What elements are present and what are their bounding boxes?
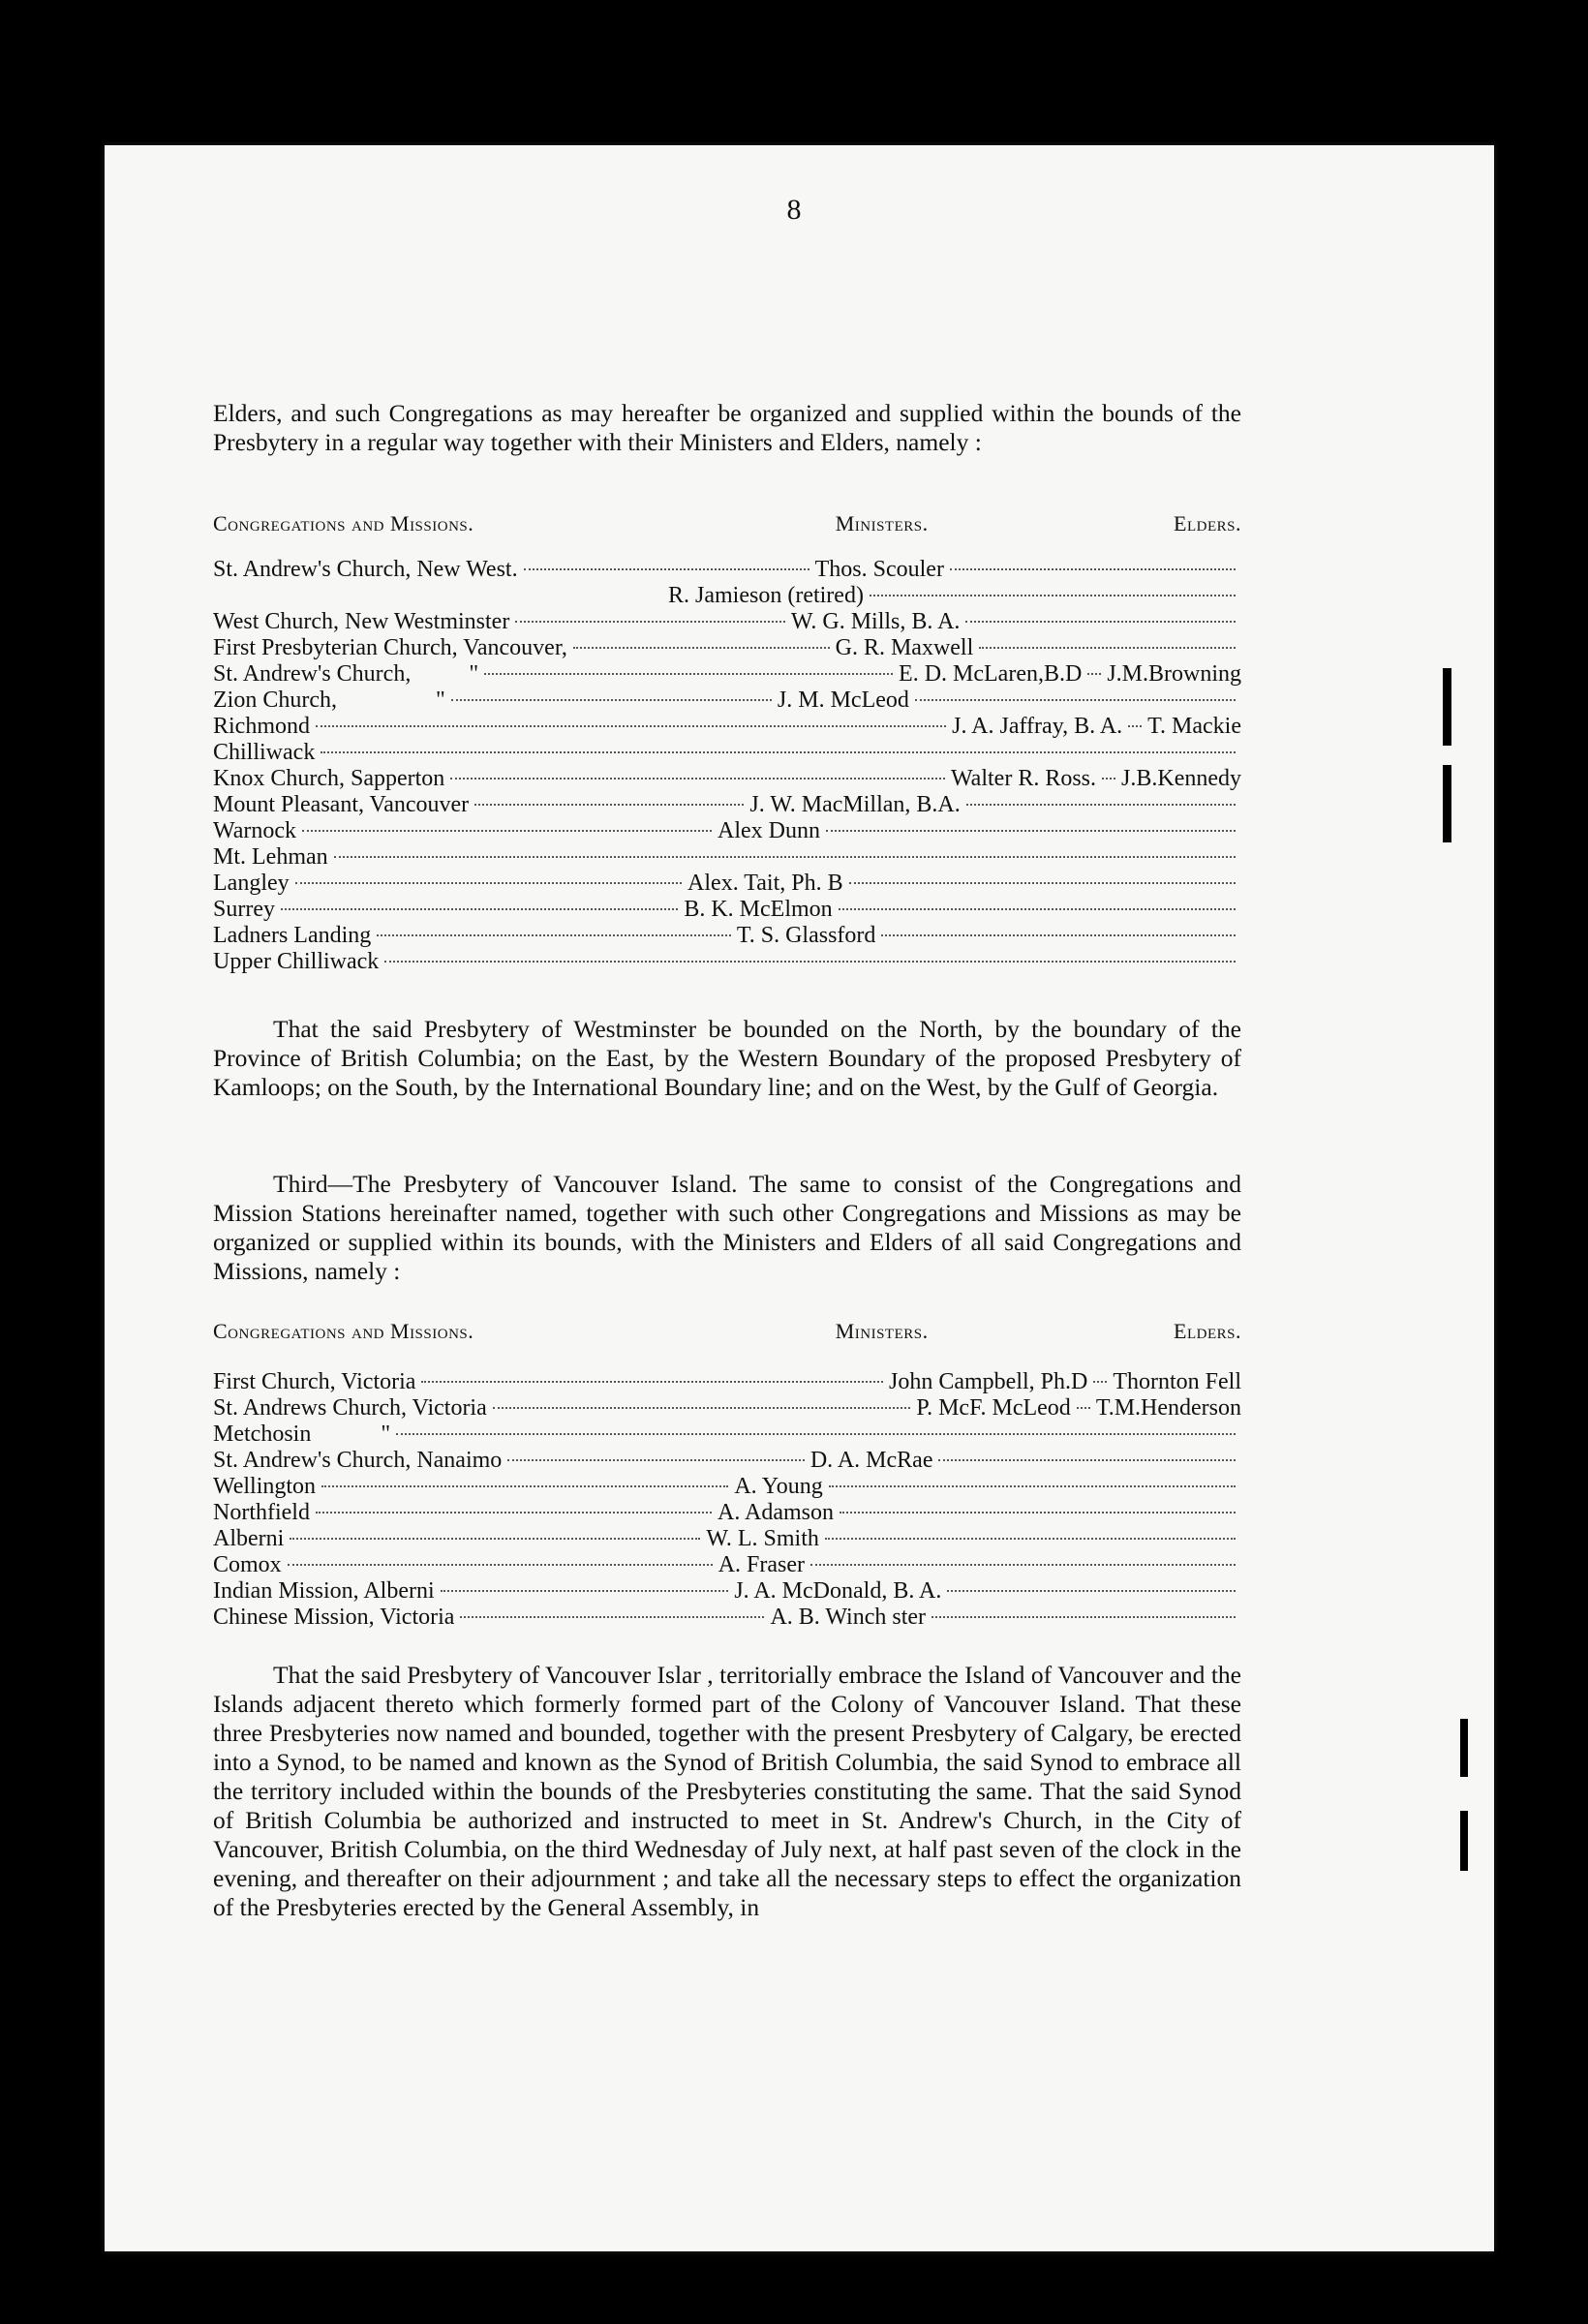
congregation-cell: Langley (213, 871, 290, 896)
congregation-cell: Richmond (213, 714, 310, 739)
elder-cell: Thornton Fell (1113, 1369, 1241, 1394)
leader-dots (881, 934, 1236, 936)
minister-cell: B. K. McElmon (684, 897, 833, 922)
minister-cell: J. M. McLeod (777, 688, 909, 713)
table-row (213, 1500, 1241, 1526)
elder-cell: T. Mackie (1147, 714, 1241, 739)
leader-dots (474, 804, 744, 806)
table-row (213, 923, 1241, 949)
leader-dots (396, 1433, 1236, 1435)
congregation-cell: St. Andrews Church, Victoria (213, 1395, 487, 1421)
congregation-cell: Chilliwack (213, 740, 316, 765)
leader-dots (938, 1459, 1236, 1461)
leader-dots (829, 1485, 1236, 1487)
minister-cell: A. Young (734, 1474, 823, 1499)
congregation-cell: First Church, Victoria (213, 1369, 416, 1394)
congregation-cell: Mt. Lehman (213, 844, 328, 870)
westminster-table (213, 557, 1241, 975)
leader-dots (950, 568, 1236, 570)
header-elders: Elders. (1174, 511, 1241, 535)
leader-dots (281, 908, 678, 910)
congregation-cell: Northfield (213, 1500, 310, 1525)
westminster-table-header (213, 511, 1241, 536)
scan-mark (1443, 668, 1451, 746)
elder-cell: J.B.Kennedy (1121, 766, 1241, 791)
table-row (213, 897, 1241, 923)
header-congregations: Congregations and Missions. (213, 511, 474, 535)
leader-dots (1128, 725, 1142, 727)
congregation-cell: Upper Chilliwack (213, 949, 380, 974)
congregation-cell: Wellington (213, 1474, 317, 1499)
leader-dots (377, 934, 731, 936)
minister-cell: R. Jamieson (retired) (668, 583, 864, 608)
minister-cell: T. S. Glassford (736, 923, 876, 948)
intro-paragraph: Elders, and such Congregations as may hereafter be organized and supplied within the bounds of the Presbytery in a regular way together with their Ministers and Elders, namely : (213, 399, 1241, 456)
scan-mark (1443, 765, 1451, 842)
table-row (213, 871, 1241, 897)
elder-cell: T.M.Henderson (1095, 1395, 1241, 1421)
minister-cell: John Campbell, Ph.D (889, 1369, 1088, 1394)
minister-cell: W. L. Smith (706, 1526, 819, 1551)
table-row (213, 1474, 1241, 1500)
third-paragraph: Third—The Presbytery of Vancouver Island. The same to consist of the Congregations and Mission Stations hereinafter named, together with such other Congregations and Missions as may be organized or supplied within its bounds, with the Ministers and Elders of all said Congregations and Missions, namely : (213, 1170, 1241, 1285)
table-row (213, 818, 1241, 844)
header-ministers: Ministers. (835, 1319, 929, 1343)
leader-dots (493, 1407, 911, 1409)
table-row (213, 1395, 1241, 1422)
leader-dots (870, 595, 1236, 596)
leader-dots (931, 1616, 1236, 1618)
minister-cell: Alex Dunn (718, 818, 821, 843)
congregation-cell: Metchosin " (213, 1422, 391, 1447)
congregation-cell: Indian Mission, Alberni (213, 1578, 435, 1604)
table-row (213, 688, 1241, 714)
scan-mark (1460, 1719, 1468, 1777)
leader-dots (316, 1512, 712, 1514)
header-elders: Elders. (1174, 1319, 1241, 1343)
leader-dots (840, 1512, 1236, 1514)
minister-cell: W. G. Mills, B. A. (790, 609, 961, 634)
leader-dots (460, 1616, 764, 1618)
table-row (213, 557, 1241, 583)
congregation-cell: Chinese Mission, Victoria (213, 1605, 455, 1630)
leader-dots (524, 568, 809, 570)
leader-dots (334, 856, 1236, 858)
leader-dots (321, 751, 1236, 753)
leader-dots (947, 1590, 1236, 1592)
table-row (213, 1605, 1241, 1631)
congregation-cell: Surrey (213, 897, 275, 922)
minister-cell: A. B. Winch ster (770, 1605, 927, 1630)
table-row (213, 661, 1241, 688)
congregation-cell: Knox Church, Sapperton (213, 766, 445, 791)
leader-dots (1093, 1381, 1107, 1383)
table-row (213, 1526, 1241, 1552)
minister-cell: E. D. McLaren,B.D (899, 661, 1083, 687)
congregation-cell: St. Andrew's Church, " (213, 661, 479, 687)
header-ministers: Ministers. (835, 511, 929, 535)
leader-dots (979, 647, 1236, 649)
island-table (213, 1369, 1241, 1631)
table-row (213, 1578, 1241, 1605)
leader-dots (1077, 1407, 1090, 1409)
minister-cell: P. McF. McLeod (916, 1395, 1071, 1421)
congregation-cell: Mount Pleasant, Vancouver (213, 792, 470, 817)
leader-dots (290, 1538, 700, 1540)
minister-cell: A. Adamson (718, 1500, 834, 1525)
leader-dots (384, 961, 1236, 963)
congregation-cell: Comox (213, 1552, 282, 1577)
congregation-cell: Ladners Landing (213, 923, 372, 948)
leader-dots (302, 830, 712, 832)
scan-mark (1460, 1811, 1468, 1871)
leader-dots (450, 778, 945, 780)
elder-cell: J.M.Browning (1107, 661, 1241, 687)
leader-dots (288, 1564, 713, 1566)
header-congregations: Congregations and Missions. (213, 1319, 474, 1343)
congregation-cell: Zion Church, " (213, 688, 445, 713)
island-table-header (213, 1319, 1241, 1344)
table-row (213, 766, 1241, 792)
leader-dots (507, 1459, 805, 1461)
minister-cell: Alex. Tait, Ph. B (687, 871, 843, 896)
leader-dots (839, 908, 1236, 910)
leader-dots (441, 1590, 729, 1592)
leader-dots (849, 882, 1236, 884)
leader-dots (1087, 673, 1101, 675)
table-row (213, 844, 1241, 871)
leader-dots (451, 699, 772, 701)
congregation-cell: St. Andrew's Church, Nanaimo (213, 1448, 503, 1473)
table-row (213, 1552, 1241, 1578)
minister-cell: J. W. MacMillan, B.A. (749, 792, 961, 817)
minister-cell: Thos. Scouler (814, 557, 944, 582)
leader-dots (316, 725, 946, 727)
leader-dots (825, 1538, 1236, 1540)
minister-cell: D. A. McRae (809, 1448, 933, 1473)
final-paragraph: That the said Presbytery of Vancouver Islar , territorially embrace the Island of Vancouver and the Islands adjacent thereto which formerly formed part of the Colony of Vancouver Island. That these three Presbyteries now named and bounded, together with the present Presbytery of Calgary, be erected into a Synod, to be named and known as the Synod of British Columbia, the said Synod to embrace all the territory included within the bounds of the Presbyteries constituting the same. That the said Synod of British Columbia be authorized and instructed to meet in St. Andrew's Church, in the City of Vancouver, British Columbia, on the third Wednesday of July next, at half past seven of the clock in the evening, and thereafter on their adjournment ; and take all the necessary steps to effect the organization of the Presbyteries erected by the General Assembly, in (213, 1661, 1241, 1921)
table-row (213, 1422, 1241, 1448)
table-row (213, 740, 1241, 766)
congregation-cell: Warnock (213, 818, 297, 843)
congregation-cell: West Church, New Westminster (213, 609, 510, 634)
table-row (213, 635, 1241, 661)
table-row (213, 949, 1241, 975)
table-row (213, 583, 1241, 609)
leader-dots (826, 830, 1236, 832)
leader-dots (321, 1485, 728, 1487)
congregation-cell: Alberni (213, 1526, 285, 1551)
leader-dots (1102, 778, 1115, 780)
leader-dots (573, 647, 830, 649)
boundary-paragraph: That the said Presbytery of Westminster be bounded on the North, by the boundary of the Province of British Columbia; on the East, by the Western Boundary of the proposed Presbytery of Kamloops; on the South, by the International Boundary line; and on the West, by the Gulf of Georgia. (213, 1015, 1241, 1101)
leader-dots (484, 673, 893, 675)
minister-cell: J. A. Jaffray, B. A. (952, 714, 1123, 739)
minister-cell: Walter R. Ross. (950, 766, 1097, 791)
minister-cell: J. A. McDonald, B. A. (734, 1578, 942, 1604)
table-row (213, 792, 1241, 818)
table-row (213, 1369, 1241, 1395)
table-row (213, 714, 1241, 740)
leader-dots (810, 1564, 1236, 1566)
table-row (213, 1448, 1241, 1474)
leader-dots (421, 1381, 883, 1383)
leader-dots (915, 699, 1236, 701)
leader-dots (295, 882, 682, 884)
leader-dots (966, 804, 1236, 806)
table-row (213, 609, 1241, 635)
leader-dots (515, 621, 785, 623)
congregation-cell: First Presbyterian Church, Vancouver, (213, 635, 567, 660)
minister-cell: A. Fraser (718, 1552, 805, 1577)
leader-dots (965, 621, 1236, 623)
minister-cell: G. R. Maxwell (835, 635, 974, 660)
page-number: 8 (786, 194, 802, 226)
congregation-cell: St. Andrew's Church, New West. (213, 557, 518, 582)
